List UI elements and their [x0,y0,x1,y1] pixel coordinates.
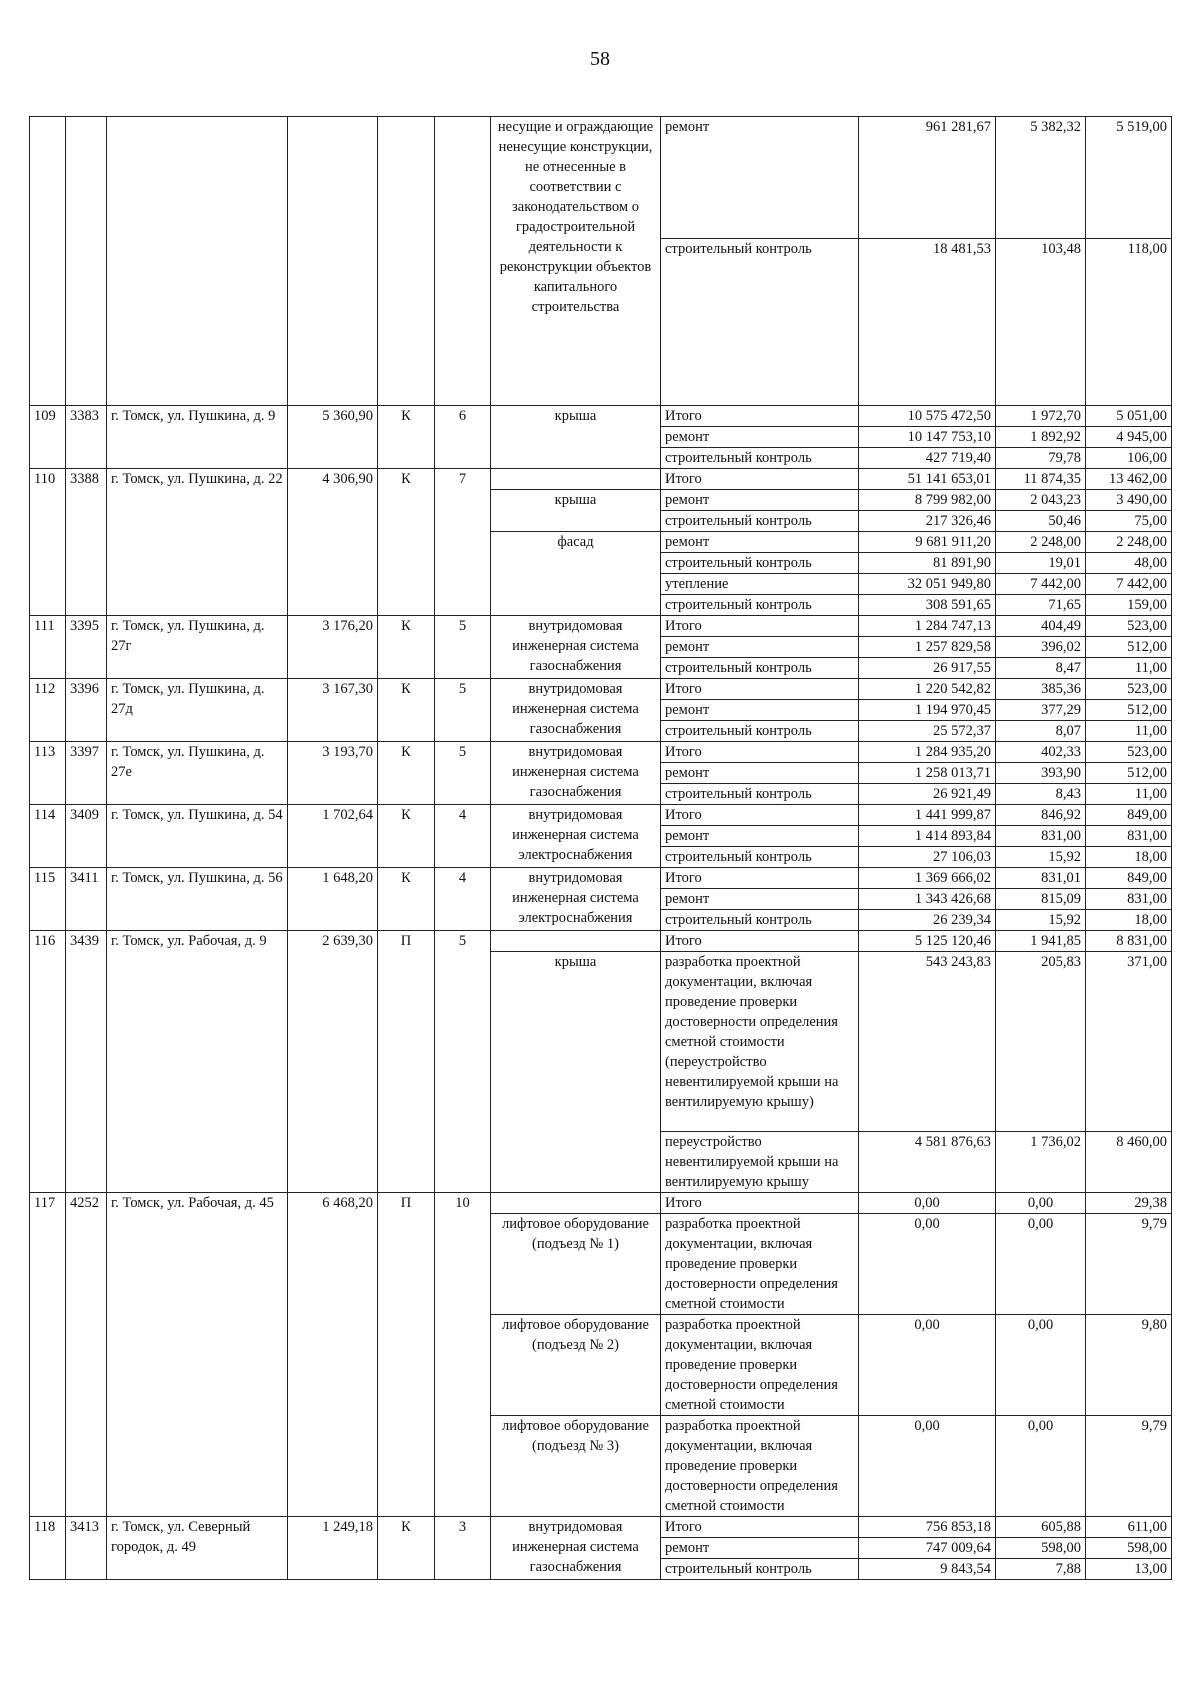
table-cell: 0,00 [859,1193,996,1214]
table-cell: ремонт [661,763,859,784]
table-cell: К [378,616,435,679]
table-cell: 3 490,00 [1086,490,1172,511]
table-cell: 523,00 [1086,616,1172,637]
table-cell: 7,88 [996,1559,1086,1580]
table-cell: 3397 [66,742,107,805]
table-cell: 1 369 666,02 [859,868,996,889]
table-cell: 0,00 [859,1416,996,1517]
table-cell: 1 249,18 [288,1517,378,1580]
table-cell: 115 [30,868,66,931]
table-cell: 815,09 [996,889,1086,910]
table-cell: 1 736,02 [996,1132,1086,1193]
table-cell: 7 442,00 [1086,574,1172,595]
table-cell: крыша [491,406,661,469]
table-cell: 393,90 [996,763,1086,784]
table-row [30,742,1172,763]
table-cell: К [378,469,435,616]
table-cell: г. Томск, ул. Пушкина, д. 22 [107,469,288,616]
table-cell [288,117,378,406]
table-cell: ремонт [661,826,859,847]
table-cell: 26 921,49 [859,784,996,805]
table-cell: 3411 [66,868,107,931]
table-cell: 543 243,83 [859,952,996,1132]
table-cell: 19,01 [996,553,1086,574]
table-cell [491,469,661,490]
table-cell: 1 414 893,84 [859,826,996,847]
table-cell: 3388 [66,469,107,616]
table-cell: 385,36 [996,679,1086,700]
table-cell: г. Томск, ул. Пушкина, д. 56 [107,868,288,931]
table-cell: 831,00 [1086,889,1172,910]
table-cell: 9 843,54 [859,1559,996,1580]
table-row [30,679,1172,700]
table-cell: Итого [661,805,859,826]
table-cell: 0,00 [996,1193,1086,1214]
table-cell: 4252 [66,1193,107,1517]
table-cell: 111 [30,616,66,679]
table-cell: 1 284 935,20 [859,742,996,763]
table-cell [30,117,66,406]
table-cell: 831,01 [996,868,1086,889]
table-row [30,117,1172,239]
table-cell: 5 [435,931,491,1193]
table-cell: 118 [30,1517,66,1580]
page-number: 58 [590,48,610,70]
table-cell: 3409 [66,805,107,868]
table-cell: 75,00 [1086,511,1172,532]
table-cell: крыша [491,952,661,1193]
table-cell: разработка проектной документации, включая проведение проверки достоверности определения сметной стоимости [661,1315,859,1416]
table-row [30,1193,1172,1214]
table-cell: 18,00 [1086,847,1172,868]
table-cell: 1 284 747,13 [859,616,996,637]
table-cell: 112 [30,679,66,742]
table-cell: 11,00 [1086,784,1172,805]
table-cell: строительный контроль [661,910,859,931]
table-cell: переустройство невентилируемой крыши на вентилируемую крышу [661,1132,859,1193]
table-cell: 2 248,00 [1086,532,1172,553]
table-cell: 0,00 [996,1315,1086,1416]
table-cell: строительный контроль [661,658,859,679]
table-cell: 51 141 653,01 [859,469,996,490]
table-cell: ремонт [661,117,859,239]
table-cell: 5 [435,679,491,742]
table-cell: 50,46 [996,511,1086,532]
table-cell: разработка проектной документации, включая проведение проверки достоверности определения сметной стоимости (переустройство невентилируемой крыши на вентилируемую крышу) [661,952,859,1132]
table-cell: 1 941,85 [996,931,1086,952]
table-cell: 1 194 970,45 [859,700,996,721]
table-cell: 5 360,90 [288,406,378,469]
table-cell: 1 220 542,82 [859,679,996,700]
table-cell [66,117,107,406]
table-cell: строительный контроль [661,595,859,616]
table-cell: 8 460,00 [1086,1132,1172,1193]
table-cell: лифтовое оборудование (подъезд № 1) [491,1214,661,1315]
table-cell: 8,07 [996,721,1086,742]
table-cell: Итого [661,1193,859,1214]
table-cell: 11,00 [1086,721,1172,742]
table-cell: строительный контроль [661,239,859,406]
table-cell: внутридомовая инженерная система газоснабжения [491,616,661,679]
table-cell: 3 193,70 [288,742,378,805]
table-cell: разработка проектной документации, включая проведение проверки достоверности определения сметной стоимости [661,1214,859,1315]
table-cell: Итого [661,1517,859,1538]
table-cell: 2 043,23 [996,490,1086,511]
table-row [30,1517,1172,1538]
table-cell: 3395 [66,616,107,679]
table-cell: строительный контроль [661,511,859,532]
table-cell: г. Томск, ул. Северный городок, д. 49 [107,1517,288,1580]
table-cell: 4 306,90 [288,469,378,616]
table-cell: г. Томск, ул. Рабочая, д. 9 [107,931,288,1193]
table-cell: Итого [661,742,859,763]
table-cell: 159,00 [1086,595,1172,616]
table-cell: 1 648,20 [288,868,378,931]
table-cell: 1 972,70 [996,406,1086,427]
table-cell: г. Томск, ул. Пушкина, д. 54 [107,805,288,868]
table-cell: 831,00 [996,826,1086,847]
table-cell: 4 [435,868,491,931]
table-cell: 377,29 [996,700,1086,721]
table-cell: 0,00 [996,1214,1086,1315]
table-cell [491,1193,661,1214]
table-cell: 4 945,00 [1086,427,1172,448]
table-cell: 6 468,20 [288,1193,378,1517]
table-cell: строительный контроль [661,721,859,742]
table-cell: внутридомовая инженерная система газоснабжения [491,679,661,742]
table-cell: 3396 [66,679,107,742]
table-row [30,805,1172,826]
table-row [30,469,1172,490]
table-cell: 9,80 [1086,1315,1172,1416]
table-cell: г. Томск, ул. Пушкина, д. 27е [107,742,288,805]
table-cell: 3383 [66,406,107,469]
table-cell: 5 382,32 [996,117,1086,239]
table-cell: внутридомовая инженерная система электроснабжения [491,868,661,931]
table-cell: 0,00 [859,1315,996,1416]
table-cell: К [378,679,435,742]
table-cell: крыша [491,490,661,532]
table-row [30,406,1172,427]
table-cell: 404,49 [996,616,1086,637]
table-cell: внутридомовая инженерная система газоснабжения [491,1517,661,1580]
table-cell: 512,00 [1086,763,1172,784]
table-cell: 598,00 [996,1538,1086,1559]
table-cell: 1 258 013,71 [859,763,996,784]
table-cell: г. Томск, ул. Рабочая, д. 45 [107,1193,288,1517]
table-cell: 0,00 [996,1416,1086,1517]
element-cell: несущие и ограждающие ненесущие конструкции, не отнесенные в соответствии с законодательством о градостроительной деятельности к реконструкции объектов капитального строительства [491,117,661,406]
table-cell: 1 441 999,87 [859,805,996,826]
table-cell: фасад [491,532,661,616]
table-cell: лифтовое оборудование (подъезд № 2) [491,1315,661,1416]
table-cell: 118,00 [1086,239,1172,406]
table-cell: Итого [661,868,859,889]
table-cell: 427 719,40 [859,448,996,469]
table-cell: 6 [435,406,491,469]
table-cell: 8 799 982,00 [859,490,996,511]
table-cell: 523,00 [1086,679,1172,700]
table-cell: 308 591,65 [859,595,996,616]
table-cell: строительный контроль [661,553,859,574]
table-cell: 3413 [66,1517,107,1580]
table-cell: К [378,1517,435,1580]
table-cell: 747 009,64 [859,1538,996,1559]
table-cell: 849,00 [1086,868,1172,889]
table-cell: П [378,931,435,1193]
table-cell: 1 702,64 [288,805,378,868]
table-cell: П [378,1193,435,1517]
table-cell: 849,00 [1086,805,1172,826]
table-row [30,868,1172,889]
table-cell: 8 831,00 [1086,931,1172,952]
table-cell: 1 343 426,68 [859,889,996,910]
table-row [30,616,1172,637]
table-cell: 27 106,03 [859,847,996,868]
table-cell: внутридомовая инженерная система электроснабжения [491,805,661,868]
table-cell: 1 257 829,58 [859,637,996,658]
table-cell: ремонт [661,1538,859,1559]
table-cell: 523,00 [1086,742,1172,763]
table-cell [378,117,435,406]
table-cell: ремонт [661,700,859,721]
table-cell: К [378,868,435,931]
table-cell: Итого [661,406,859,427]
table-cell: 15,92 [996,847,1086,868]
table-cell: разработка проектной документации, включая проведение проверки достоверности определения сметной стоимости [661,1416,859,1517]
table-cell: 26 239,34 [859,910,996,931]
table-cell: 1 892,92 [996,427,1086,448]
table-cell: 5 [435,742,491,805]
table-cell: 402,33 [996,742,1086,763]
table-cell: 512,00 [1086,637,1172,658]
table-cell: 5 125 120,46 [859,931,996,952]
table-cell: К [378,742,435,805]
table-cell: ремонт [661,490,859,511]
table-cell: 961 281,67 [859,117,996,239]
table-cell: 13 462,00 [1086,469,1172,490]
table-cell: строительный контроль [661,847,859,868]
table-cell: 8,47 [996,658,1086,679]
table-cell: 114 [30,805,66,868]
table-cell: 2 639,30 [288,931,378,1193]
table-cell: 831,00 [1086,826,1172,847]
table-cell: Итого [661,469,859,490]
table-cell: 48,00 [1086,553,1172,574]
table-cell [107,117,288,406]
table-cell: 18 481,53 [859,239,996,406]
table-cell: 110 [30,469,66,616]
table-cell: 26 917,55 [859,658,996,679]
table-cell: ремонт [661,427,859,448]
table-cell: 113 [30,742,66,805]
table-cell: 11,00 [1086,658,1172,679]
table-cell: 3 176,20 [288,616,378,679]
table-cell: 3439 [66,931,107,1193]
table-cell: строительный контроль [661,448,859,469]
table-cell: Итого [661,679,859,700]
table-cell: 5 051,00 [1086,406,1172,427]
table-cell: 5 [435,616,491,679]
table-cell: 11 874,35 [996,469,1086,490]
table-cell: 9,79 [1086,1416,1172,1517]
table-cell: 611,00 [1086,1517,1172,1538]
table-cell: 71,65 [996,595,1086,616]
table-cell: 9 681 911,20 [859,532,996,553]
table-cell: 8,43 [996,784,1086,805]
table-cell: Итого [661,931,859,952]
table-cell: К [378,406,435,469]
table-cell: 4 [435,805,491,868]
table-cell: 103,48 [996,239,1086,406]
table-cell: 81 891,90 [859,553,996,574]
table-cell: 3 167,30 [288,679,378,742]
table-cell: 5 519,00 [1086,117,1172,239]
table-cell: г. Томск, ул. Пушкина, д. 27д [107,679,288,742]
table-cell: 4 581 876,63 [859,1132,996,1193]
table-cell: 10 [435,1193,491,1517]
table-cell: 0,00 [859,1214,996,1315]
table-cell: 756 853,18 [859,1517,996,1538]
table-cell [435,117,491,406]
table-cell: 109 [30,406,66,469]
table-cell: ремонт [661,637,859,658]
table-cell: 25 572,37 [859,721,996,742]
table-cell: 598,00 [1086,1538,1172,1559]
table-cell: 205,83 [996,952,1086,1132]
table-cell: утепление [661,574,859,595]
table-cell: 117 [30,1193,66,1517]
table-cell [491,931,661,952]
table-cell: 512,00 [1086,700,1172,721]
table-cell: внутридомовая инженерная система газоснабжения [491,742,661,805]
table-cell: г. Томск, ул. Пушкина, д. 27г [107,616,288,679]
table-cell: 846,92 [996,805,1086,826]
table-cell: 7 442,00 [996,574,1086,595]
table-cell: 7 [435,469,491,616]
table-cell: строительный контроль [661,1559,859,1580]
table-cell: 10 147 753,10 [859,427,996,448]
table-cell: 79,78 [996,448,1086,469]
repair-table [29,116,1172,1580]
table-cell: г. Томск, ул. Пушкина, д. 9 [107,406,288,469]
table-cell: 116 [30,931,66,1193]
table-cell: 15,92 [996,910,1086,931]
table-cell: 13,00 [1086,1559,1172,1580]
table-cell: строительный контроль [661,784,859,805]
table-cell: 371,00 [1086,952,1172,1132]
table-cell: 605,88 [996,1517,1086,1538]
table-cell: 217 326,46 [859,511,996,532]
table-cell: К [378,805,435,868]
table-cell: лифтовое оборудование (подъезд № 3) [491,1416,661,1517]
table-cell: 106,00 [1086,448,1172,469]
table-row [30,931,1172,952]
table-cell: 18,00 [1086,910,1172,931]
table-cell: ремонт [661,532,859,553]
table-cell: Итого [661,616,859,637]
table-cell: 32 051 949,80 [859,574,996,595]
table-cell: 10 575 472,50 [859,406,996,427]
table-cell: 396,02 [996,637,1086,658]
table-cell: 3 [435,1517,491,1580]
table-cell: ремонт [661,889,859,910]
table-cell: 9,79 [1086,1214,1172,1315]
table-cell: 29,38 [1086,1193,1172,1214]
table-cell: 2 248,00 [996,532,1086,553]
